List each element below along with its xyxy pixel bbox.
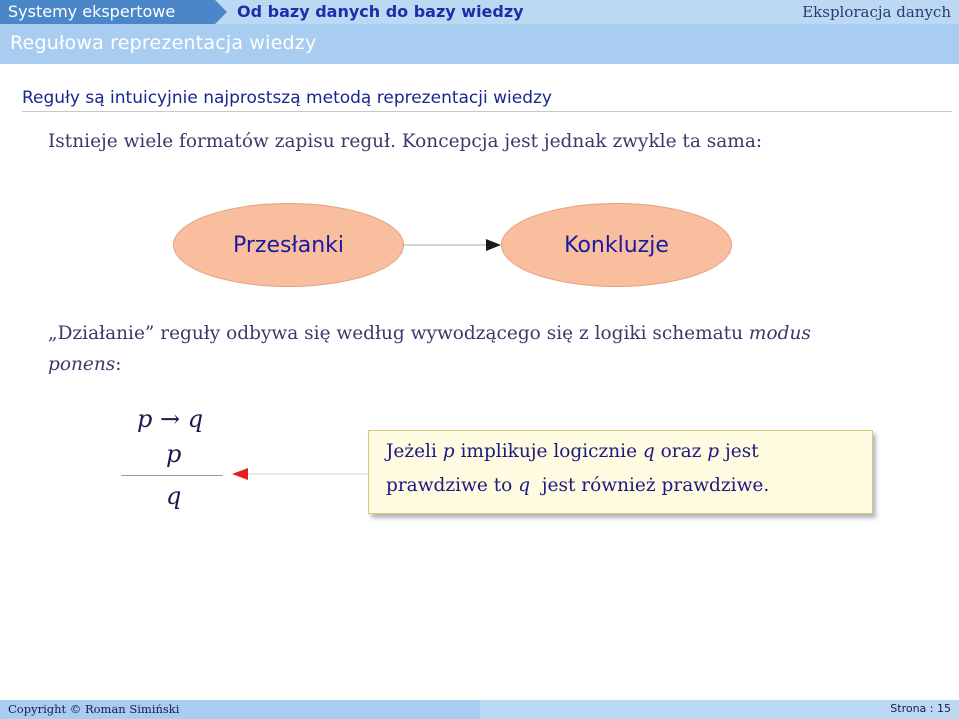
para2-ponens: ponens [48, 354, 116, 375]
topic-title[interactable]: Od bazy danych do bazy wiedzy [237, 2, 524, 21]
note-text: prawdziwe to [386, 475, 519, 496]
premises-label: Przesłanki [233, 232, 344, 258]
note-text: Jeżeli [386, 441, 443, 462]
note-text: implikuje logicznie [454, 441, 643, 462]
note-var-q: q [642, 441, 655, 462]
para2-colon: : [115, 354, 122, 375]
premises-oval [173, 203, 404, 287]
formula-rule [121, 475, 223, 476]
explanation-note [368, 430, 873, 514]
note-line-2 [386, 475, 769, 496]
note-line-1 [386, 441, 759, 462]
modus-ponens-paragraph [48, 318, 908, 380]
note-var-p: p [707, 441, 720, 462]
formula-conclusion: q [166, 482, 182, 510]
footer-page-bar [480, 700, 959, 719]
formula-implication: p → q [137, 405, 204, 433]
conclusions-label: Konkluzje [564, 232, 669, 258]
para2-modus: modus [748, 323, 811, 344]
page-title: Reguły są intuicyjnie najprostszą metodą reprezentacji wiedzy [22, 88, 552, 108]
page-number: Strona : 15 [890, 702, 951, 715]
footer-copyright-bar [0, 700, 480, 719]
conclusions-oval [501, 203, 732, 287]
note-text: jest również prawdziwe. [530, 475, 770, 496]
para2-text: „Działanie” reguły odbywa się według wywodzącego się z logiki schematu [48, 323, 749, 344]
formula-premise: p [166, 440, 182, 468]
note-text: jest [719, 441, 759, 462]
note-text: oraz [654, 441, 708, 462]
copyright-text: Copyright © Roman Simiński [8, 702, 180, 716]
section-title-header: Eksploracja danych [802, 3, 951, 21]
slide-title: Regułowa reprezentacja wiedzy [10, 32, 317, 54]
note-var-q: q [518, 475, 531, 496]
intro-paragraph: Istnieje wiele formatów zapisu reguł. Koncepcja jest jednak zwykle ta sama: [48, 131, 763, 152]
note-var-p: p [442, 441, 455, 462]
course-title: Systemy ekspertowe [8, 2, 176, 21]
